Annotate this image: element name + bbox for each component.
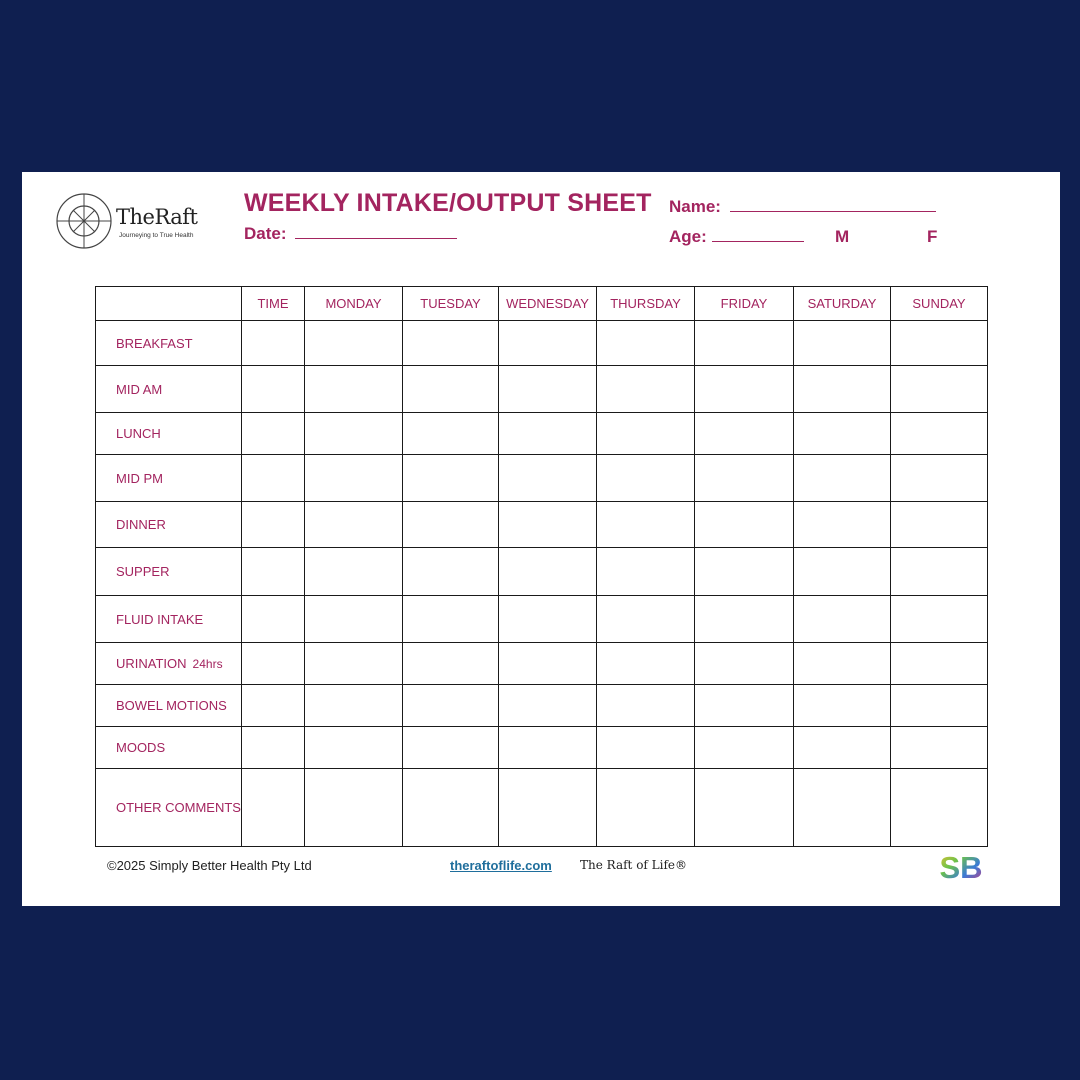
row-label-text: MID AM [116,381,163,397]
age-label: Age: [669,227,707,246]
entry-cell-friday[interactable] [695,455,794,502]
sheet-title: WEEKLY INTAKE/OUTPUT SHEET [244,189,652,217]
entry-cell-monday[interactable] [305,548,403,596]
entry-cell-saturday[interactable] [794,455,891,502]
table-row [96,643,988,685]
entry-cell-thursday[interactable] [597,321,695,366]
age-field[interactable] [669,227,804,247]
entry-cell-friday[interactable] [695,321,794,366]
entry-cell-time[interactable] [242,413,305,455]
entry-cell-time[interactable] [242,596,305,643]
name-field[interactable] [669,197,936,217]
entry-cell-sunday[interactable] [891,685,988,727]
row-label-text: BOWEL MOTIONS [116,698,227,713]
entry-cell-thursday[interactable] [597,769,695,847]
entry-cell-saturday[interactable] [794,727,891,769]
entry-cell-time[interactable] [242,455,305,502]
entry-cell-saturday[interactable] [794,548,891,596]
entry-cell-wednesday[interactable] [499,366,597,413]
urination-unit: 24hrs [192,657,223,671]
entry-cell-time[interactable] [242,321,305,366]
row-label [96,321,242,366]
entry-cell-monday[interactable] [305,769,403,847]
date-field[interactable] [244,224,457,244]
entry-cell-time[interactable] [242,769,305,847]
row-label [96,769,242,847]
entry-cell-monday[interactable] [305,321,403,366]
entry-cell-thursday[interactable] [597,502,695,548]
entry-cell-sunday[interactable] [891,366,988,413]
row-label-text: OTHER COMMENTS [116,800,241,815]
entry-cell-friday[interactable] [695,413,794,455]
entry-cell-wednesday[interactable] [499,685,597,727]
entry-cell-friday[interactable] [695,366,794,413]
entry-cell-saturday[interactable] [794,596,891,643]
entry-cell-sunday[interactable] [891,502,988,548]
intake-output-sheet [22,172,1060,906]
entry-cell-friday[interactable] [695,685,794,727]
entry-cell-sunday[interactable] [891,548,988,596]
entry-cell-tuesday[interactable] [403,455,499,502]
weekly-grid [95,286,988,847]
entry-cell-saturday[interactable] [794,769,891,847]
row-label-text: BREAKFAST [116,335,193,351]
entry-cell-friday[interactable] [695,769,794,847]
age-line[interactable] [712,227,804,242]
row-label-text: SUPPER [116,564,170,579]
entry-cell-wednesday[interactable] [499,548,597,596]
entry-cell-tuesday[interactable] [403,643,499,685]
col-thursday: THURSDAY [597,287,695,321]
table-row [96,685,988,727]
entry-cell-friday[interactable] [695,727,794,769]
entry-cell-tuesday[interactable] [403,548,499,596]
sb-logo-text: SB [939,850,983,885]
entry-cell-tuesday[interactable] [403,366,499,413]
logo-name: TheRaft [116,205,198,229]
entry-cell-monday[interactable] [305,366,403,413]
header-row [96,287,988,321]
entry-cell-friday[interactable] [695,596,794,643]
entry-cell-saturday[interactable] [794,685,891,727]
row-label-text: LUNCH [116,426,161,441]
row-label-text: URINATION [116,656,187,671]
table-row [96,727,988,769]
entry-cell-tuesday[interactable] [403,596,499,643]
name-line[interactable] [730,197,936,212]
row-label [96,366,242,413]
entry-cell-time[interactable] [242,643,305,685]
entry-cell-thursday[interactable] [597,413,695,455]
entry-cell-tuesday[interactable] [403,502,499,548]
col-friday: FRIDAY [695,287,794,321]
row-label [96,685,242,727]
entry-cell-saturday[interactable] [794,502,891,548]
entry-cell-tuesday[interactable] [403,727,499,769]
entry-cell-wednesday[interactable] [499,596,597,643]
sb-logo-icon [934,850,988,888]
entry-cell-monday[interactable] [305,413,403,455]
compass-icon [56,192,114,250]
table-row [96,596,988,643]
row-label [96,455,242,502]
entry-cell-friday[interactable] [695,643,794,685]
gender-f[interactable]: F [927,227,938,246]
row-label-text: MID PM [116,470,163,486]
gender-m[interactable]: M [835,227,850,246]
entry-cell-monday[interactable] [305,685,403,727]
table-row [96,366,988,413]
entry-cell-friday[interactable] [695,548,794,596]
table-row [96,548,988,596]
website-link[interactable]: theraftoflife.com [450,858,552,873]
entry-cell-wednesday[interactable] [499,321,597,366]
entry-cell-thursday[interactable] [597,596,695,643]
entry-cell-wednesday[interactable] [499,413,597,455]
entry-cell-thursday[interactable] [597,643,695,685]
entry-cell-tuesday[interactable] [403,413,499,455]
table-row [96,455,988,502]
table-row [96,321,988,366]
entry-cell-time[interactable] [242,685,305,727]
entry-cell-thursday[interactable] [597,366,695,413]
date-label: Date: [244,224,287,243]
col-time: TIME [242,287,305,321]
entry-cell-time[interactable] [242,366,305,413]
entry-cell-friday[interactable] [695,502,794,548]
entry-cell-sunday[interactable] [891,455,988,502]
col-monday: MONDAY [305,287,403,321]
col-tuesday: TUESDAY [403,287,499,321]
entry-cell-wednesday[interactable] [499,643,597,685]
entry-cell-sunday[interactable] [891,413,988,455]
entry-cell-sunday[interactable] [891,769,988,847]
entry-cell-monday[interactable] [305,596,403,643]
entry-cell-thursday[interactable] [597,548,695,596]
row-label [96,548,242,596]
copyright: ©2025 Simply Better Health Pty Ltd [107,858,312,873]
entry-cell-sunday[interactable] [891,321,988,366]
entry-cell-tuesday[interactable] [403,685,499,727]
brand-name: The Raft of Life® [580,858,688,872]
entry-cell-wednesday[interactable] [499,769,597,847]
entry-cell-thursday[interactable] [597,727,695,769]
row-label [96,727,242,769]
table-row [96,502,988,548]
row-label [96,643,242,685]
col-sunday: SUNDAY [891,287,988,321]
entry-cell-sunday[interactable] [891,643,988,685]
table-row [96,413,988,455]
entry-cell-wednesday[interactable] [499,455,597,502]
entry-cell-tuesday[interactable] [403,769,499,847]
entry-cell-saturday[interactable] [794,321,891,366]
entry-cell-thursday[interactable] [597,685,695,727]
entry-cell-monday[interactable] [305,643,403,685]
date-line[interactable] [295,224,457,239]
entry-cell-time[interactable] [242,727,305,769]
entry-cell-tuesday[interactable] [403,321,499,366]
row-label [96,502,242,548]
entry-cell-monday[interactable] [305,502,403,548]
entry-cell-sunday[interactable] [891,596,988,643]
col-wednesday: WEDNESDAY [499,287,597,321]
logo-tagline: Journeying to True Health [119,232,194,239]
entry-cell-sunday[interactable] [891,727,988,769]
entry-cell-time[interactable] [242,548,305,596]
row-label-text: FLUID INTAKE [116,611,204,627]
entry-cell-saturday[interactable] [794,413,891,455]
entry-cell-monday[interactable] [305,727,403,769]
entry-cell-saturday[interactable] [794,366,891,413]
name-label: Name: [669,197,721,216]
entry-cell-time[interactable] [242,502,305,548]
entry-cell-thursday[interactable] [597,455,695,502]
row-label-text: DINNER [116,517,166,532]
entry-cell-saturday[interactable] [794,643,891,685]
row-label [96,413,242,455]
entry-cell-monday[interactable] [305,455,403,502]
col-saturday: SATURDAY [794,287,891,321]
row-label [96,596,242,643]
entry-cell-wednesday[interactable] [499,727,597,769]
corner-cell [96,287,242,321]
entry-cell-wednesday[interactable] [499,502,597,548]
theraft-logo [56,192,206,250]
table-row [96,769,988,847]
row-label-text: MOODS [116,740,166,755]
